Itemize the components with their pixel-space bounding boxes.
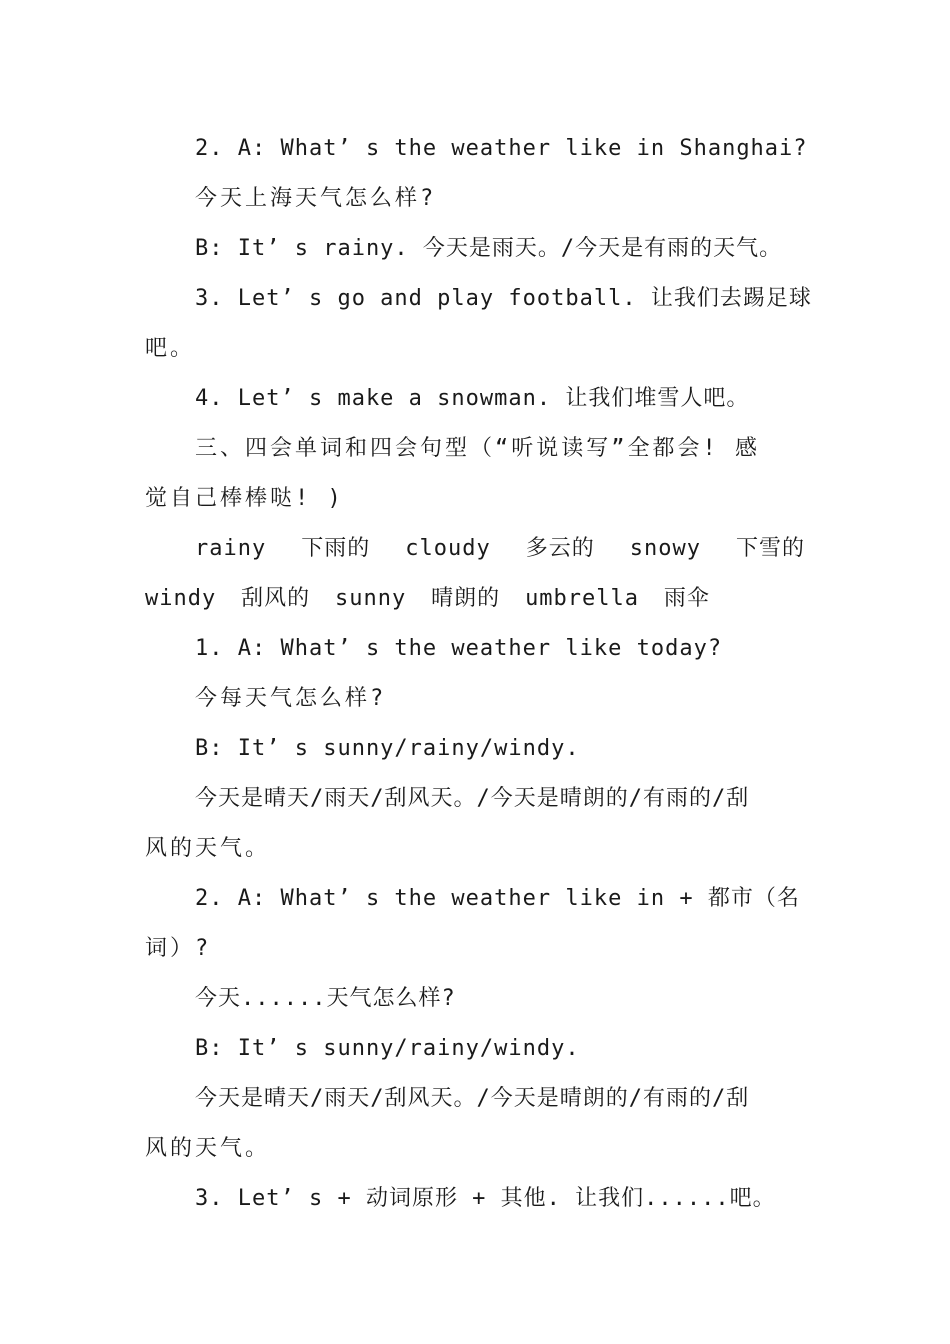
vocab-meaning: 下雪的 bbox=[735, 536, 805, 561]
vocab-meaning: 刮风的 bbox=[241, 586, 311, 611]
vocab-meaning: 雨伞 bbox=[663, 586, 710, 611]
vocab-word: rainy bbox=[195, 536, 267, 561]
sentence-rainy-answer: B: It’ s rainy. 今天是雨天。/今天是有雨的天气。 bbox=[195, 236, 783, 261]
vocab-meaning: 多云的 bbox=[525, 536, 595, 561]
sentence-football-line1: 3. Let’ s go and play football. 让我们去踢足球 bbox=[195, 286, 812, 311]
sentence-football-line2: 吧。 bbox=[145, 336, 196, 361]
vocab-row-2 bbox=[145, 584, 710, 614]
vocab-row-1 bbox=[195, 534, 805, 564]
sentence-shanghai-translation: 今天上海天气怎么样? bbox=[195, 186, 437, 211]
section-heading-line1: 三、四会单词和四会句型（“听说读写”全都会! 感 bbox=[195, 436, 760, 461]
vocab-word: windy bbox=[145, 586, 217, 611]
pattern-1-question: 1. A: What’ s the weather like today? bbox=[195, 636, 723, 661]
sentence-shanghai-question: 2. A: What’ s the weather like in Shanghai? bbox=[195, 136, 808, 161]
pattern-1-answer-translation-line1: 今天是晴天/雨天/刮风天。/今天是晴朗的/有雨的/刮 bbox=[195, 786, 750, 811]
sentence-snowman: 4. Let’ s make a snowman. 让我们堆雪人吧。 bbox=[195, 386, 750, 411]
pattern-2-question-line1: 2. A: What’ s the weather like in + 都市（名 bbox=[195, 886, 800, 911]
vocab-word: umbrella bbox=[525, 586, 640, 611]
pattern-1-answer: B: It’ s sunny/rainy/windy. bbox=[195, 736, 580, 761]
pattern-1-answer-translation-line2: 风的天气。 bbox=[145, 836, 271, 861]
pattern-1-translation: 今每天气怎么样? bbox=[195, 686, 387, 711]
pattern-2-answer-translation-line2: 风的天气。 bbox=[145, 1136, 271, 1161]
pattern-2-answer: B: It’ s sunny/rainy/windy. bbox=[195, 1036, 580, 1061]
pattern-3-lets: 3. Let’ s + 动词原形 + 其他. 让我们......吧。 bbox=[195, 1186, 776, 1211]
pattern-2-answer-translation-line1: 今天是晴天/雨天/刮风天。/今天是晴朗的/有雨的/刮 bbox=[195, 1086, 750, 1111]
vocab-meaning: 晴朗的 bbox=[431, 586, 501, 611]
section-heading-line2: 觉自己棒棒哒! ) bbox=[145, 486, 344, 511]
vocab-word: snowy bbox=[629, 536, 701, 561]
vocab-meaning: 下雨的 bbox=[301, 536, 371, 561]
pattern-2-translation: 今天......天气怎么样? bbox=[195, 986, 456, 1011]
pattern-2-question-line2: 词）? bbox=[145, 936, 212, 961]
vocab-word: cloudy bbox=[405, 536, 491, 561]
vocab-word: sunny bbox=[335, 586, 407, 611]
